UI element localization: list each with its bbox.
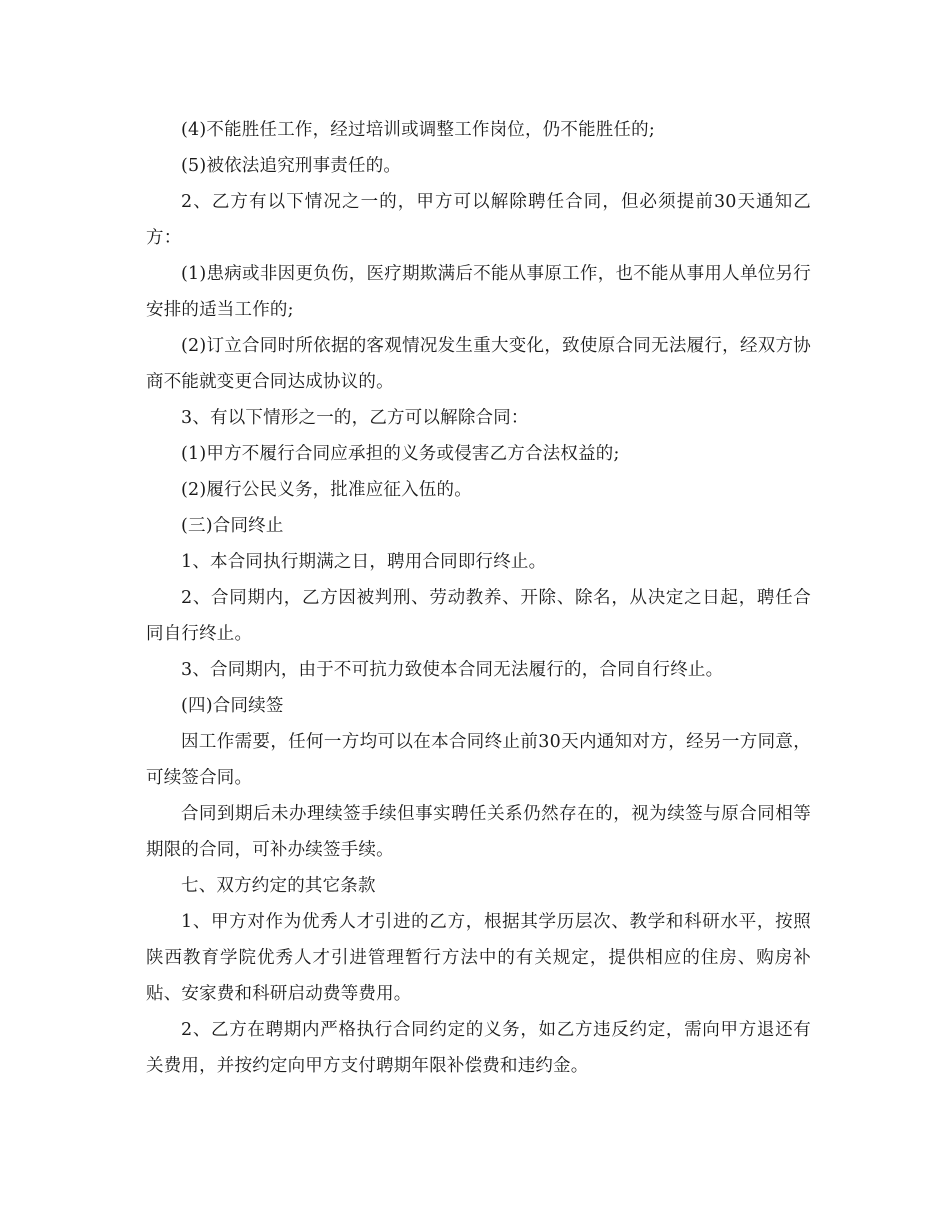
paragraph-clause-5: (5)被依法追究刑事责任的。 bbox=[181, 156, 402, 176]
paragraph-renewal-1: 因工作需要，任何一方均可以在本合同终止前30天内通知对方，经另一方同意，可续签合同。 bbox=[146, 732, 811, 788]
paragraph-termination-3: 3、合同期内，由于不可抗力致使本合同无法履行的，合同自行终止。 bbox=[181, 660, 724, 680]
paragraph-renewal-2: 合同到期后未办理续签手续但事实聘任关系仍然存在的，视为续签与原合同相等期限的合同，可补办续签手续。 bbox=[146, 804, 811, 860]
paragraph-termination-2: 2、合同期内，乙方因被判刑、劳动教养、开除、除名，从决定之日起，聘任合同自行终止。 bbox=[146, 588, 811, 644]
paragraph-subitem-2b: (2)履行公民义务，批准应征入伍的。 bbox=[181, 480, 472, 500]
section-heading-renewal: (四)合同续签 bbox=[181, 696, 284, 716]
section-heading-other-terms: 七、双方约定的其它条款 bbox=[181, 876, 376, 896]
document-body bbox=[146, 112, 811, 1084]
paragraph-other-2: 2、乙方在聘期内严格执行合同约定的义务，如乙方违反约定，需向甲方退还有关费用，并按约定向甲方支付聘期年限补偿费和违约金。 bbox=[146, 1020, 811, 1076]
paragraph-subitem-1: (1)患病或非因更负伤，医疗期欺满后不能从事原工作，也不能从事用人单位另行安排的适当工作的; bbox=[146, 264, 811, 320]
paragraph-other-1: 1、甲方对作为优秀人才引进的乙方，根据其学历层次、教学和科研水平，按照陕西教育学院优秀人才引进管理暂行方法中的有关规定，提供相应的住房、购房补贴、安家费和科研启动费等费用。 bbox=[146, 912, 811, 1004]
paragraph-termination-1: 1、本合同执行期满之日，聘用合同即行终止。 bbox=[181, 552, 547, 572]
paragraph-item-3: 3、有以下情形之一的，乙方可以解除合同： bbox=[181, 408, 529, 428]
paragraph-item-2: 2、乙方有以下情况之一的，甲方可以解除聘任合同，但必须提前30天通知乙方： bbox=[146, 192, 811, 248]
section-heading-termination: (三)合同终止 bbox=[181, 516, 284, 536]
paragraph-subitem-2: (2)订立合同时所依据的客观情况发生重大变化，致使原合同无法履行，经双方协商不能就变更合同达成协议的。 bbox=[146, 336, 811, 392]
paragraph-subitem-1b: (1)甲方不履行合同应承担的义务或侵害乙方合法权益的; bbox=[181, 444, 620, 464]
paragraph-clause-4: (4)不能胜任工作，经过培训或调整工作岗位，仍不能胜任的; bbox=[181, 120, 655, 140]
